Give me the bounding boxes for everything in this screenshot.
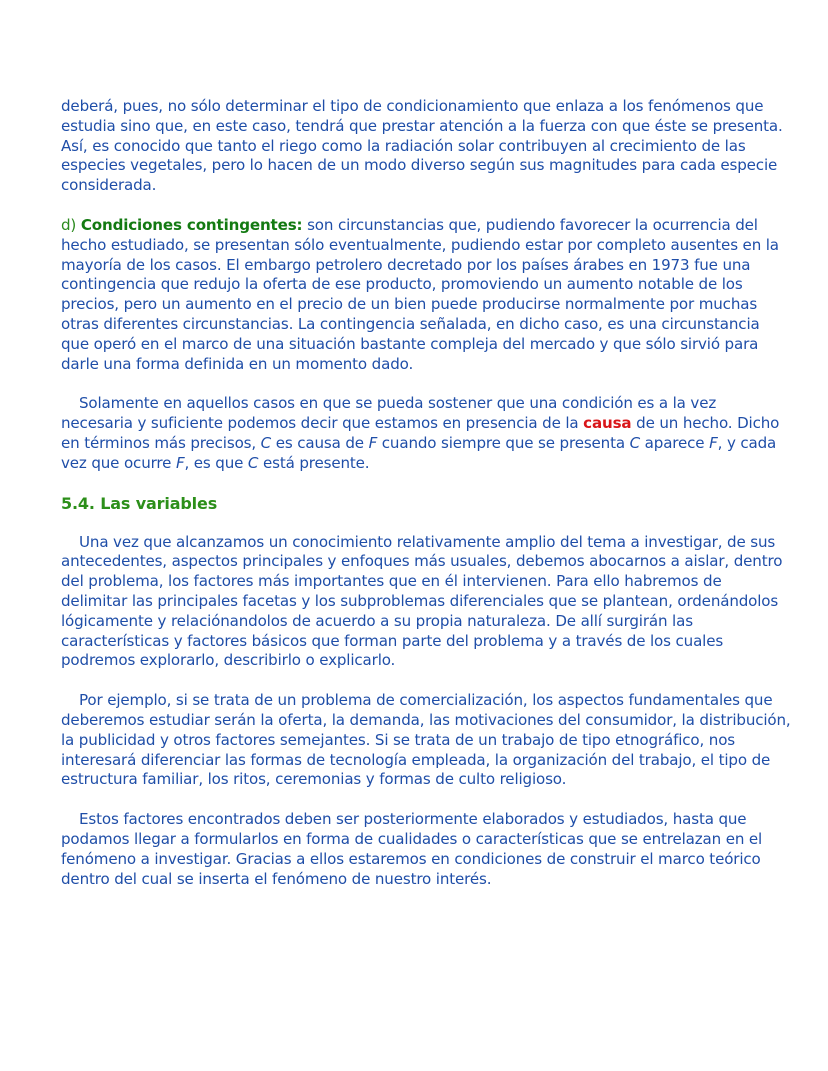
paragraph-cause-definition <box>61 394 791 473</box>
paragraph-text: Estos factores encontrados deben ser posteriormente elaborados y estudiados, hasta que podamos llegar a formularlos en forma de cualidades o características que se entrelazan en el fenómeno a investigar. Gracias a ellos estaremos en condiciones de construir el marco teórico dentro del cual se inserta el fenómeno de nuestro interés. <box>61 810 763 888</box>
italic-variable: C <box>260 433 272 452</box>
paragraph-text: Una vez que alcanzamos un conocimiento relativamente amplio del tema a investigar, de sus antecedentes, aspectos principales y enfoques más usuales, debemos abocarnos a aislar, dentro del problema, los factores más importantes que en él intervienen. Para ello habremos de delimitar las principales facetas y los subproblemas diferenciales que se plantean, ordenándolos lógicamente y relaciónandolos de acuerdo a su propia naturaleza. De allí surgirán las características y factores básicos que forman parte del problema y a través de los cuales podremos explorarlo, describirlo o explicarlo. <box>61 532 783 670</box>
paragraph-text: cuando siempre que se presenta <box>381 433 625 452</box>
paragraph-text: , y cada vez que ocurre <box>61 433 777 472</box>
paragraph-variables-intro <box>61 533 791 672</box>
section-heading: 5.4. Las variables <box>61 493 218 513</box>
paragraph-text: es causa de <box>275 433 364 452</box>
paragraph-text: deberá, pues, no sólo determinar el tipo de condicionamiento que enlaza a los fenómenos que estudia sino que, en este caso, tendrá que prestar atención a la fuerza con que éste se presenta. Así, es conocido que tanto el riego como la radiación solar contribuyen al crecimiento de las especies vegetales, pero lo hacen de un modo diverso según sus magnitudes para cada especie considerada. <box>61 97 783 195</box>
italic-variable: F <box>175 453 185 472</box>
paragraph-text: , es que <box>184 453 244 472</box>
paragraph-text: aparece <box>644 433 705 452</box>
paragraph-text: Solamente en aquellos casos en que se pueda sostener que una condición es a la vez necesaria y suficiente podemos decir que estamos en presencia de la <box>61 394 717 433</box>
paragraph-condition-strength <box>61 97 791 196</box>
highlighted-term: causa <box>583 414 632 433</box>
paragraph-text: está presente. <box>262 453 370 472</box>
italic-variable: C <box>629 433 641 452</box>
paragraph-examples <box>61 691 791 790</box>
paragraph-text: son circunstancias que, pudiendo favorecer la ocurrencia del hecho estudiado, se presentan sólo eventualmente, pudiendo estar por completo ausentes en la mayoría de los casos. El embargo petrolero decretado por los países árabes en 1973 fue una contingencia que redujo la oferta de ese producto, promoviendo un aumento notable de los precios, pero un aumento en el precio de un bien puede producirse normalmente por muchas otras diferentes circunstancias. La contingencia señalada, en dicho caso, es una circunstancia que operó en el marco de una situación bastante compleja del mercado y que sólo sirvió para darle una forma definida en un momento dado. <box>61 215 779 373</box>
paragraph-contingent-conditions <box>61 216 791 374</box>
italic-variable: C <box>247 453 259 472</box>
paragraph-text: de un hecho. Dicho en términos más precisos, <box>61 414 780 452</box>
list-marker: d) <box>61 215 77 234</box>
italic-variable: F <box>368 433 378 452</box>
paragraph-theoretical-framework <box>61 810 791 889</box>
defined-term: Condiciones contingentes: <box>80 215 303 234</box>
document-page <box>61 97 791 909</box>
italic-variable: F <box>709 433 718 452</box>
paragraph-text: Por ejemplo, si se trata de un problema de comercialización, los aspectos fundamentales que deberemos estudiar serán la oferta, la demanda, las motivaciones del consumidor, la distribución, la publicidad y otros factores semejantes. Si se trata de un trabajo de tipo etnográfico, nos interesará diferenciar las formas de tecnología empleada, la organización del trabajo, el tipo de estructura familiar, los ritos, ceremonias y formas de culto religioso. <box>61 691 791 789</box>
